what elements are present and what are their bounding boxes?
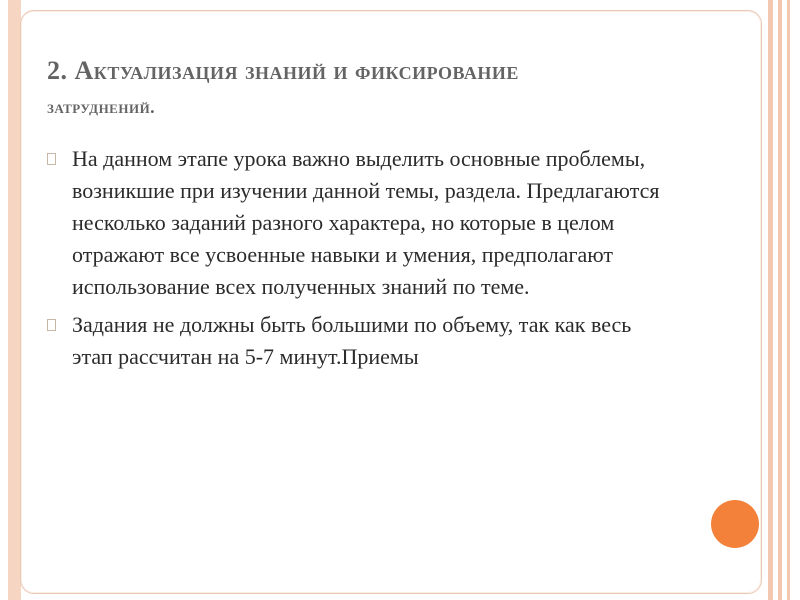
right-border-line [768, 0, 773, 600]
title-line-1: 2. Актуализация знаний и фиксирование [47, 56, 519, 85]
square-bullet-icon [47, 153, 56, 165]
bullet-list [47, 143, 677, 379]
orange-circle-decoration [711, 500, 759, 548]
list-item [47, 143, 677, 303]
square-bullet-icon [47, 319, 56, 331]
bullet-text: Задания не должны быть большими по объему, так как весь этап рассчитан на 5-7 минут.Приемы [72, 312, 632, 369]
list-item [47, 309, 677, 373]
right-border-line [778, 0, 782, 600]
slide-title [47, 52, 737, 124]
title-line-2: затруднений. [47, 97, 156, 117]
right-border-line [787, 0, 790, 600]
bullet-text: На данном этапе урока важно выделить основные проблемы, возникшие при изучении данной темы, раздела. Предлагаются несколько заданий разного характера, но которые в целом отражают все усвоенные навыки и умения, предполагают использование всех полученных знаний по теме. [72, 146, 660, 299]
